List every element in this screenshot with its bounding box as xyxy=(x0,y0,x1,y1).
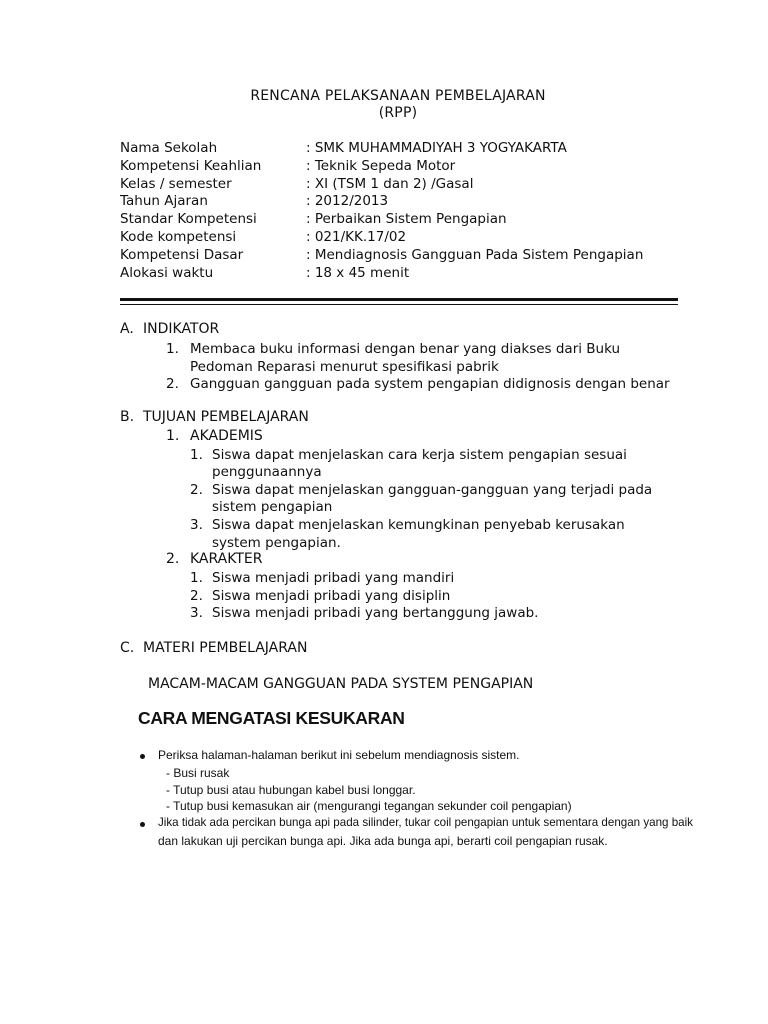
info-label: Kompetensi Keahlian xyxy=(120,157,262,174)
document-title: RENCANA PELAKSANAAN PEMBELAJARAN xyxy=(250,88,546,104)
excerpt-bullet-text: Jika tidak ada percikan bunga api pada silinder, tukar coil pengapian untuk sementara dengan yang baik xyxy=(158,816,693,829)
info-value: : SMK MUHAMMADIYAH 3 YOGYAKARTA xyxy=(306,140,567,156)
bullet-icon xyxy=(140,822,145,827)
section-letter: A. xyxy=(120,321,134,337)
section-title: MATERI PEMBELAJARAN xyxy=(143,640,308,656)
subsection-number: 1. xyxy=(166,428,180,444)
list-item-text: Siswa dapat menjelaskan gangguan-gangguan yang terjadi pada xyxy=(212,482,653,498)
list-number: 3. xyxy=(190,517,203,533)
info-label: Kode kompetensi xyxy=(120,228,237,245)
section-b-heading xyxy=(120,409,309,425)
excerpt-bullet-text: Periksa halaman-halaman berikut ini sebelum mendiagnosis sistem. xyxy=(158,748,520,762)
section-letter: C. xyxy=(120,640,135,656)
excerpt-dash-item: - Busi rusak xyxy=(166,766,230,780)
list-item-text: Gangguan gangguan pada system pengapian didignosis dengan benar xyxy=(190,376,670,392)
info-label: Kelas / semester xyxy=(120,175,232,192)
section-title: INDIKATOR xyxy=(143,321,220,337)
header-divider-thick xyxy=(120,298,678,301)
info-label: Tahun Ajaran xyxy=(120,193,208,210)
section-a-heading xyxy=(120,321,219,337)
excerpt-title: CARA MENGATASI KESUKARAN xyxy=(138,708,405,728)
list-number: 2. xyxy=(190,588,203,604)
list-number: 2. xyxy=(166,376,179,392)
list-number: 3. xyxy=(190,605,203,621)
info-value: : Mendiagnosis Gangguan Pada Sistem Pengapian xyxy=(306,246,644,263)
info-label: Kompetensi Dasar xyxy=(120,246,244,263)
list-number: 1. xyxy=(166,341,179,357)
list-item-text: Siswa dapat menjelaskan cara kerja sistem pengapian sesuai xyxy=(212,447,627,463)
document-subtitle: (RPP) xyxy=(378,105,418,121)
info-value: : Perbaikan Sistem Pengapian xyxy=(306,211,507,228)
list-number: 1. xyxy=(190,447,203,463)
list-number: 2. xyxy=(190,482,203,498)
header-divider-thin xyxy=(120,304,678,305)
section-title: TUJUAN PEMBELAJARAN xyxy=(143,409,309,425)
list-item-text: Siswa dapat menjelaskan kemungkinan penyebab kerusakan xyxy=(212,517,625,533)
info-value: : 021/KK.17/02 xyxy=(306,228,407,245)
subsection-title-karakter: KARAKTER xyxy=(190,551,263,567)
excerpt-dash-item: - Tutup busi kemasukan air (mengurangi tegangan sekunder coil pengapian) xyxy=(166,799,572,813)
excerpt-dash-item: - Tutup busi atau hubungan kabel busi longgar. xyxy=(166,783,416,797)
info-value: : 18 x 45 menit xyxy=(306,264,410,281)
subsection-number: 2. xyxy=(166,551,180,567)
info-value: : XI (TSM 1 dan 2) /Gasal xyxy=(306,175,474,192)
list-item-text: Siswa menjadi pribadi yang mandiri xyxy=(212,570,455,586)
section-c-heading xyxy=(120,640,307,656)
excerpt-bullet-text: dan lakukan uji percikan bunga api. Jika ada bunga api, berarti coil pengapian rusak. xyxy=(158,834,608,848)
info-label: Standar Kompetensi xyxy=(120,211,257,228)
list-item-text: sistem pengapian xyxy=(212,499,333,515)
list-item-text: Pedoman Reparasi menurut spesifikasi pabrik xyxy=(190,359,499,375)
bullet-icon xyxy=(140,754,145,759)
materi-subtitle: MACAM-MACAM GANGGUAN PADA SYSTEM PENGAPIAN xyxy=(148,676,534,692)
info-value: : Teknik Sepeda Motor xyxy=(306,157,456,174)
list-item-text: Membaca buku informasi dengan benar yang diakses dari Buku xyxy=(190,341,621,357)
list-number: 1. xyxy=(190,570,203,586)
list-item-text: Siswa menjadi pribadi yang disiplin xyxy=(212,588,451,604)
info-label: Alokasi waktu xyxy=(120,264,214,281)
subsection-title-akademis: AKADEMIS xyxy=(190,428,263,444)
info-label: Nama Sekolah xyxy=(120,140,218,156)
list-item-text: penggunaannya xyxy=(212,464,322,480)
section-letter: B. xyxy=(120,409,135,425)
list-item-text: Siswa menjadi pribadi yang bertanggung jawab. xyxy=(212,605,539,621)
info-value: : 2012/2013 xyxy=(306,193,389,210)
list-item-text: system pengapian. xyxy=(212,535,341,551)
